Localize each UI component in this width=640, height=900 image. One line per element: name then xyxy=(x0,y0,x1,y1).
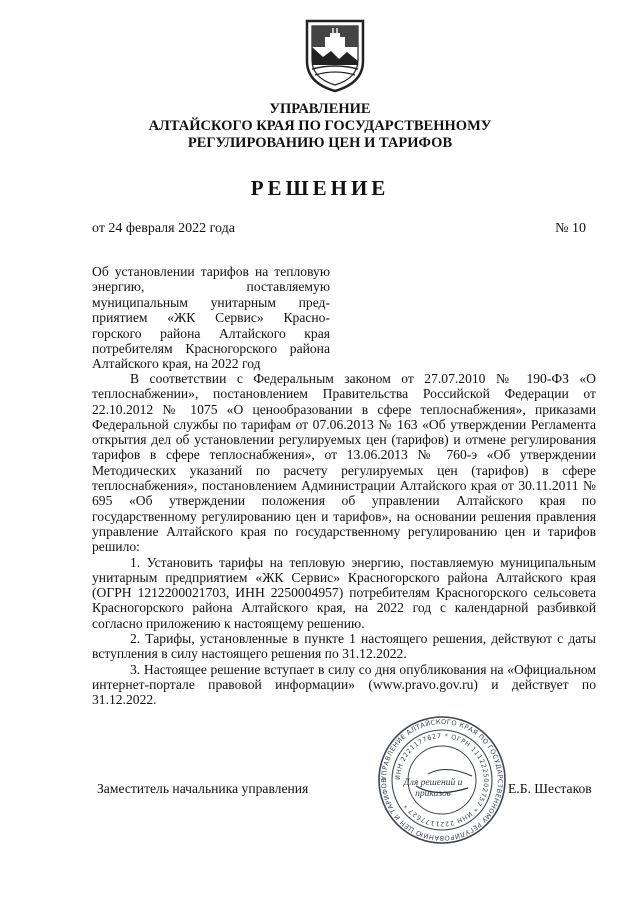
svg-text:ИНН 2221177627 * ОГРН 11122250: ИНН 2221177627 * ОГРН 1112225002757 * ИНН 2221177627 * xyxy=(393,731,491,829)
org-line: РЕГУЛИРОВАНИЮ ЦЕН И ТАРИФОВ xyxy=(187,135,453,151)
decision-item: 1. Установить тарифы на тепловую энергию, поставляемую муниципальным унитарным предприятием «ЖК Сервис» Красногорского района Алтайского края (ОГРН 1212200021703, ИНН 2250004957) потребителям Красногорского сельсовета Красногорского района Алтайского края, на 2022 год с календарной разбивкой согласно приложению к настоящему решению. xyxy=(92,554,596,631)
stamp-inner-text: Для решений и приказов xyxy=(403,778,463,799)
org-line: АЛТАЙСКОГО КРАЯ ПО ГОСУДАРСТВЕННОМУ xyxy=(148,118,492,134)
decision-item: 3. Настоящее решение вступает в силу со дня опубликования на «Официальном интернет-портале правовой информации» (www.pravo.gov.ru) и действует по 31.12.2022. xyxy=(92,661,596,708)
document-subject: Об установлении тарифов на тепловую энергию, поставляемую муниципальным унитарным пред-приятием «ЖК Сервис» Красно-горского района Алтайского края потребителям Красногорского района Алтайского края, на 2022 год xyxy=(92,264,330,372)
svg-text:УПРАВЛЕНИЕ АЛТАЙСКОГО КРАЯ ПО: УПРАВЛЕНИЕ АЛТАЙСКОГО КРАЯ ПО ГОСУДАРСТВЕННОМУ РЕГУЛИРОВАНИЮ ЦЕН И ТАРИФОВ xyxy=(379,717,505,843)
organization-name xyxy=(0,101,640,152)
preamble-paragraph: В соответствии с Федеральным законом от 27.07.2010 № 190-ФЗ «О теплоснабжении», постановлением Правительства Российской Федерации от 22.10.2012 № 1075 «О ценообразовании в сфере теплоснабжения», приказами Федеральной службы по тарифам от 07.06.2013 № 163 «Об утверждении Регламента открытия дел об установлении регулируемых цен (тарифов) и отмене регулирования тарифов в сфере теплоснабжения», от 13.06.2013 № 760-э «Об утверждении Методических указаний по расчету регулируемых цен (тарифов) в сфере теплоснабжения», постановлением Администрации Алтайского края от 30.11.2011 № 695 «Об утверждении положения об управлении Алтайского края по государственному регулированию цен и тарифов», на основании решения правления управление Алтайского края по государственному регулированию цен и тарифов решило: xyxy=(92,371,596,555)
org-line: УПРАВЛЕНИЕ xyxy=(269,101,371,117)
signatory-title: Заместитель начальника управления xyxy=(97,781,309,796)
document-type: РЕШЕНИЕ xyxy=(250,176,390,200)
coat-of-arms-icon xyxy=(303,17,367,93)
document-date: от 24 февраля 2022 года xyxy=(92,221,235,236)
document-number: № 10 xyxy=(555,221,586,236)
document-body xyxy=(92,371,596,708)
decision-item: 2. Тарифы, установленные в пункте 1 настоящего решения, действуют с даты вступления в силу настоящего решения по 31.12.2022. xyxy=(92,631,596,662)
signatory-name: Е.Б. Шестаков xyxy=(508,781,592,796)
